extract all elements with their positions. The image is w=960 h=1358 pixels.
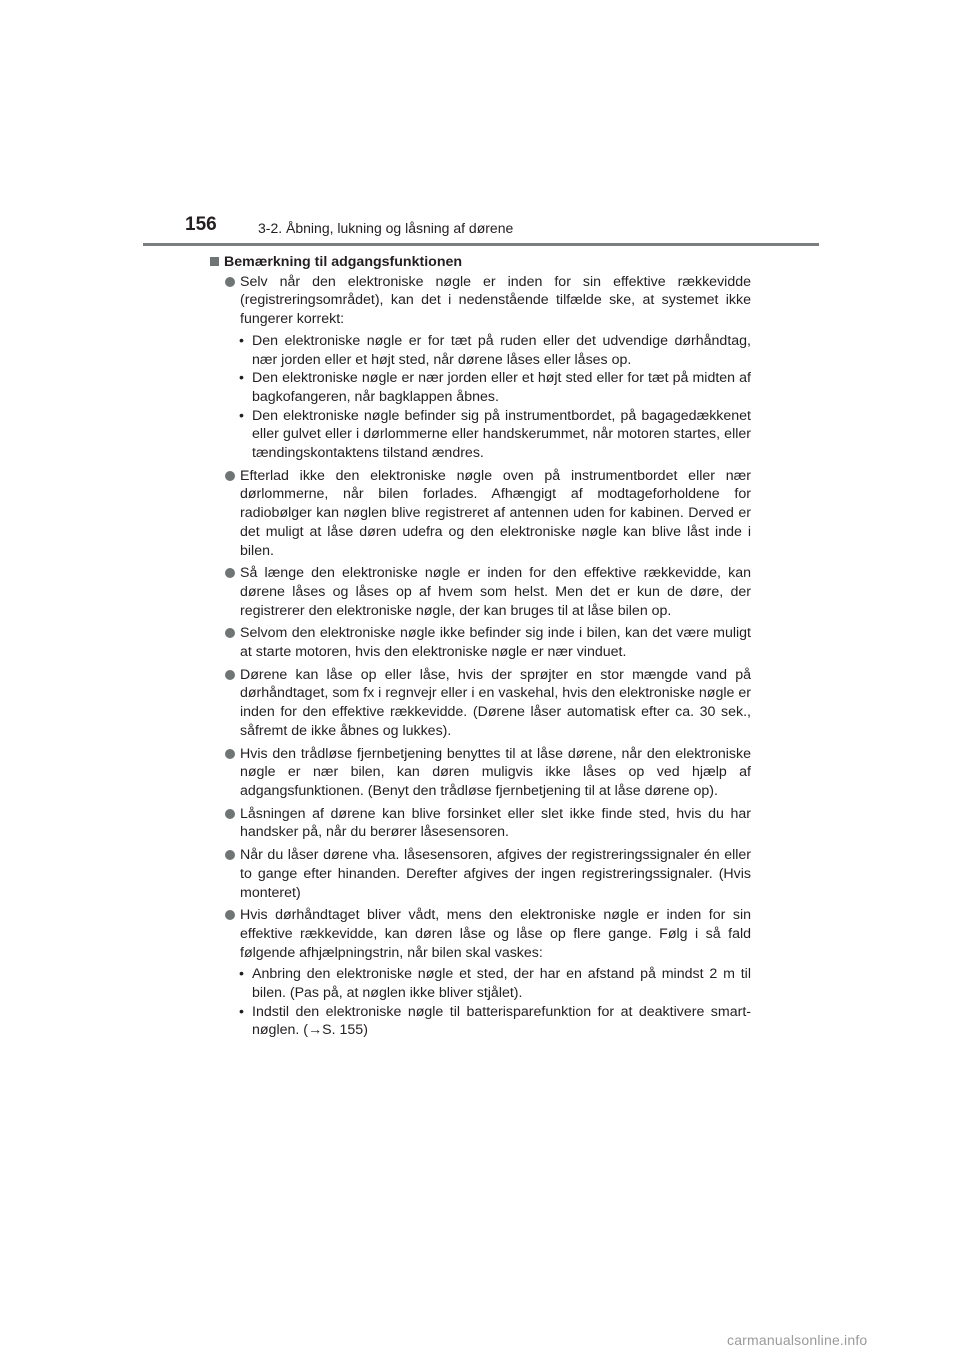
- list-item: [210, 745, 751, 801]
- circle-bullet-icon: [225, 809, 235, 819]
- footer-watermark: carmanualsonline.info: [727, 1332, 868, 1348]
- sub-list-item: [210, 407, 751, 463]
- list-item-text: Hvis den trådløse fjernbetjening benyttes til at låse dørene, når den elektroniske nøgle er nær bilen, kan døren muligvis ikke låses op ved hjælp af adgangsfunktionen. (Benyt den trådløse fjernbetjening til at låse dørene op).: [240, 745, 751, 799]
- sub-list-item: [210, 965, 751, 1002]
- list-item-text: Låsningen af dørene kan blive forsinket eller slet ikke finde sted, hvis du har handsker på, når du berører låsesensoren.: [240, 805, 751, 841]
- sub-list: [210, 965, 751, 1040]
- circle-bullet-icon: [225, 749, 235, 759]
- list-item-text: Selv når den elektroniske nøgle er inden for sin effektive rækkevidde (registreringsområdet), kan det i nedenstående tilfælde ske, at systemet ikke fungerer korrekt:: [240, 273, 751, 328]
- circle-bullet-icon: [225, 670, 235, 680]
- list-item: [210, 906, 751, 962]
- circle-bullet-icon: [225, 277, 235, 287]
- list-item: [210, 666, 751, 741]
- dot-bullet-icon: •: [239, 1003, 244, 1020]
- circle-bullet-icon: [225, 628, 235, 638]
- list-item: [210, 467, 751, 561]
- dot-bullet-icon: •: [239, 332, 244, 349]
- sub-list-item: [210, 332, 751, 369]
- page-number: 156: [185, 214, 217, 235]
- section-heading: [210, 253, 751, 272]
- sub-list-item-text: Den elektroniske nøgle er nær jorden eller et højt sted eller for tæt på midten af bagkofangeren, når bagklappen åbnes.: [252, 370, 751, 405]
- circle-bullet-icon: [225, 910, 235, 920]
- list-item-text: Når du låser dørene vha. låsesensoren, afgives der registreringssignaler én eller to gange efter hinanden. Derefter afgives der ingen registreringssignaler. (Hvis monteret): [240, 847, 751, 901]
- sub-list-item-text: Den elektroniske nøgle befinder sig på instrumentbordet, på bagagedækkenet eller gulvet eller i dørlommerne eller handskerummet, når motoren startes, eller tændingskontaktens tilstand ændres.: [252, 407, 751, 462]
- list-item-text: Så længe den elektroniske nøgle er inden for den effektive rækkevidde, kan dørene låses og låses op af hvem som helst. Men det er kun de døre, der registrerer den elektroniske nøgle, der kan bruges til at låse bilen op.: [240, 565, 751, 619]
- list-item: [210, 273, 751, 329]
- list-item: [210, 846, 751, 902]
- list-item: [210, 805, 751, 842]
- sub-list-item: [210, 369, 751, 406]
- list-item: [210, 564, 751, 620]
- sub-list-item-text: Den elektroniske nøgle er for tæt på ruden eller det udvendige dørhåndtag, nær jorden eller et højt sted, når dørene låses eller låses op.: [252, 332, 751, 368]
- sub-list: [210, 332, 751, 463]
- dot-bullet-icon: •: [239, 407, 244, 424]
- section-content: [210, 253, 751, 1042]
- sub-list-item-text: Anbring den elektroniske nøgle et sted, der har en afstand på mindst 2 m til bilen. (Pas på, at nøglen ikke bliver stjålet).: [252, 966, 751, 1002]
- circle-bullet-icon: [225, 850, 235, 860]
- dot-bullet-icon: •: [239, 370, 244, 387]
- square-bullet-icon: [210, 257, 219, 266]
- list-item-text: Selvom den elektroniske nøgle ikke befinder sig inde i bilen, kan det være muligt at starte motoren, hvis den elektroniske nøgle er nær vinduet.: [240, 625, 751, 661]
- circle-bullet-icon: [225, 471, 235, 481]
- sub-list-item: [210, 1003, 751, 1040]
- chapter-title: 3-2. Åbning, lukning og låsning af dørene: [258, 220, 514, 236]
- list-item-text: Efterlad ikke den elektroniske nøgle oven på instrumentbordet eller nær dørlommerne, når bilen forlades. Afhængigt af modtageforholdene for radiobølger kan nøglen blive registreret af antennen uden for kabinen. Derved er det muligt at låse døren udefra og den elektroniske nøgle kan blive låst inde i bilen.: [240, 467, 751, 559]
- dot-bullet-icon: •: [239, 966, 244, 983]
- list-item: [210, 624, 751, 661]
- circle-bullet-icon: [225, 568, 235, 578]
- header-divider: [143, 243, 819, 246]
- sub-list-item-text: Indstil den elektroniske nøgle til batterisparefunktion for at deaktivere smart-nøglen. (→S. 155): [252, 1003, 751, 1039]
- list-item-text: Hvis dørhåndtaget bliver vådt, mens den elektroniske nøgle er inden for sin effektive rækkevidde, kan døren låse og låse op flere gange. Følg i så fald følgende afhjælpningstrin, når bilen skal vaskes:: [240, 907, 751, 961]
- list-item-text: Dørene kan låse op eller låse, hvis der sprøjter en stor mængde vand på dørhåndtaget, som fx i regnvejr eller i en vaskehal, hvis den elektroniske nøgle er inden for den effektive rækkevidde. (Dørene låser automatisk efter ca. 30 sek., såfremt de ikke åbnes og lukkes).: [240, 666, 751, 739]
- section-heading-text: Bemærkning til adgangsfunktionen: [224, 254, 463, 270]
